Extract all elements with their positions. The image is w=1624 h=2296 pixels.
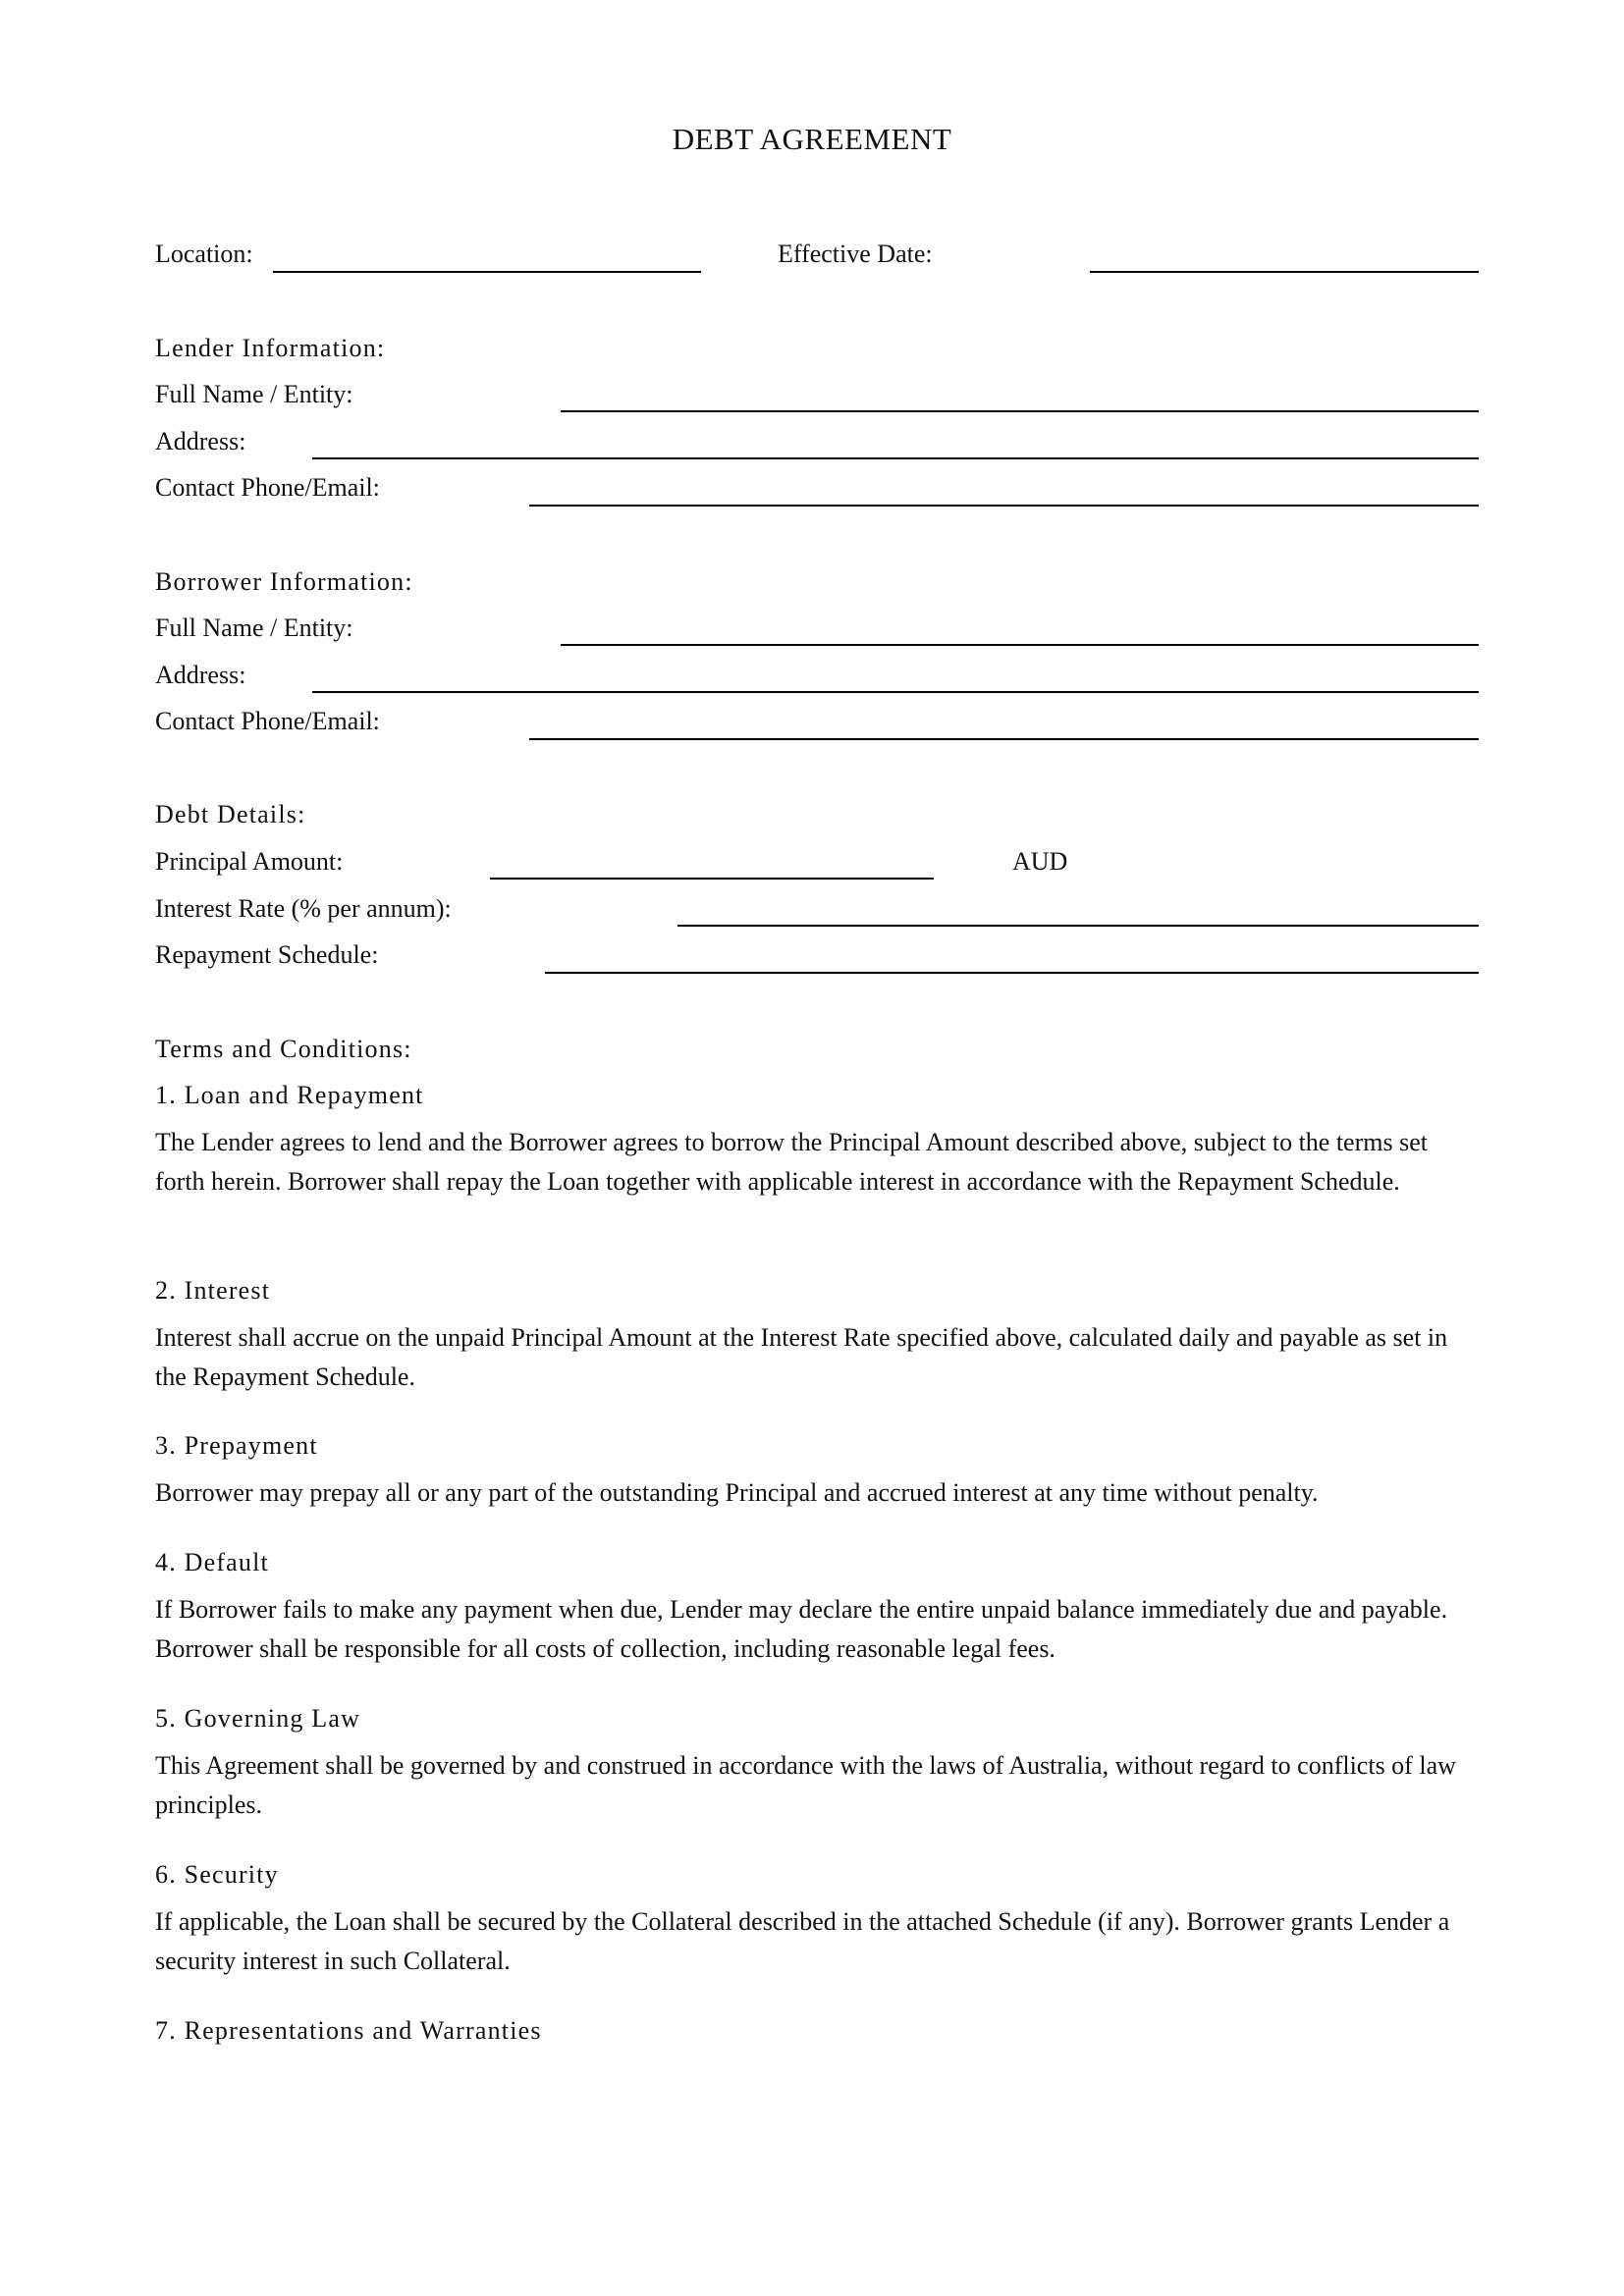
lender-contact-field[interactable] (529, 505, 1479, 507)
borrower-address-field[interactable] (312, 691, 1479, 693)
section-body: This Agreement shall be governed by and construed in accordance with the laws of Australia, without regard to conflicts of law principles. (155, 1751, 1456, 1819)
section-body: If Borrower fails to make any payment when due, Lender may declare the entire unpaid balance immediately due and payable. Borrower shall be responsible for all costs of collection, including reasonable legal fees. (155, 1595, 1448, 1663)
effective-date-field[interactable] (1090, 271, 1479, 273)
borrower-contact-label: Contact Phone/Email: (155, 707, 380, 735)
section-body: Interest shall accrue on the unpaid Principal Amount at the Interest Rate specified above, calculated daily and payable as set in the Repayment Schedule. (155, 1323, 1448, 1391)
borrower-name-field[interactable] (561, 644, 1479, 646)
section-body: Borrower may prepay all or any part of the outstanding Principal and accrued interest at any time without penalty. (155, 1478, 1319, 1507)
lender-heading: Lender Information: (155, 334, 386, 362)
principal-label: Principal Amount: (155, 847, 344, 876)
lender-address-field[interactable] (312, 457, 1479, 459)
section-title: 4. Default (155, 1548, 269, 1576)
section-title: 3. Prepayment (155, 1431, 318, 1460)
repayment-schedule-field[interactable] (545, 972, 1479, 974)
lender-contact-label: Contact Phone/Email: (155, 473, 380, 502)
lender-name-label: Full Name / Entity: (155, 380, 353, 408)
location-field[interactable] (273, 271, 701, 273)
section-title: 7. Representations and Warranties (155, 2016, 542, 2045)
borrower-heading: Borrower Information: (155, 567, 413, 596)
borrower-address-label: Address: (155, 661, 246, 689)
document-title: DEBT AGREEMENT (672, 122, 952, 156)
section-body: If applicable, the Loan shall be secured by the Collateral described in the attached Schedule (if any). Borrower grants Lender a security interest in such Collateral. (155, 1907, 1450, 1975)
debt-heading: Debt Details: (155, 800, 306, 828)
lender-address-label: Address: (155, 427, 246, 455)
section-body: The Lender agrees to lend and the Borrower agrees to borrow the Principal Amount described above, subject to the terms set forth herein. Borrower shall repay the Loan together with applicable interest in accordance with the Repayment Schedule. (155, 1128, 1428, 1196)
repayment-schedule-label: Repayment Schedule: (155, 940, 379, 969)
currency-label: AUD (1012, 847, 1068, 876)
section-title: 1. Loan and Repayment (155, 1081, 424, 1109)
section-title: 5. Governing Law (155, 1704, 361, 1733)
interest-rate-field[interactable] (677, 925, 1479, 927)
borrower-contact-field[interactable] (529, 738, 1479, 740)
borrower-name-label: Full Name / Entity: (155, 614, 353, 642)
lender-name-field[interactable] (561, 410, 1479, 412)
location-label: Location: (155, 240, 253, 268)
section-title: 2. Interest (155, 1276, 271, 1305)
principal-field[interactable] (490, 878, 934, 880)
terms-heading: Terms and Conditions: (155, 1035, 412, 1063)
interest-rate-label: Interest Rate (% per annum): (155, 894, 452, 923)
section-title: 6. Security (155, 1860, 279, 1889)
effective-date-label: Effective Date: (778, 240, 933, 268)
